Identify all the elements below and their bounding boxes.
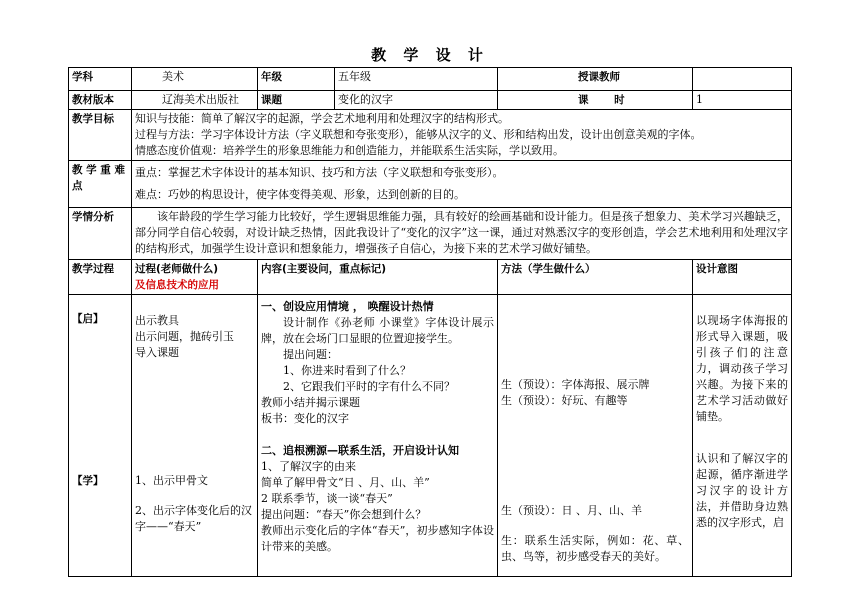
analysis-content: 该年龄段的学生学习能力比较好，学生逻辑思维能力强，具有较好的绘画基础和设计能力。但是孩子想象力、美术学习兴趣缺乏，部分同学自信心较弱，对设计缺乏热情，因此我设计了“变化的汉字”这一课，通过对熟悉汉字的变形创造，学会艺术地利用和处理汉字的结构形式，加强学生设计意识和想象能力，增强孩子自信心，为接下来的艺术学习做好铺垫。 xyxy=(132,208,792,260)
process-col-teacher xyxy=(132,260,258,295)
stage-label-xue: 【学】 xyxy=(72,475,104,487)
teacher-value xyxy=(693,68,792,91)
content-qi-6: 板书：变化的汉字 xyxy=(261,412,349,425)
intent-xue: 认识和了解汉字的起源，循序渐进学习汉字的设计方法，并借助身边熟悉的汉字形式，启 xyxy=(696,452,788,529)
lesson-content xyxy=(258,295,498,577)
goal-knowledge: 知识与技能：简单了解汉字的起源，学会艺术地利用和处理汉字的结构形式。 xyxy=(135,112,509,125)
teacher-label: 授课教师 xyxy=(498,68,693,91)
keypoints-label: 教 学 重 难 点 xyxy=(69,161,132,208)
keypoint-focus: 重点：掌握艺术字体设计的基本知识、技巧和方法（字义联想和夸张变形）。 xyxy=(135,166,504,179)
content-qi-2: 提出问题： xyxy=(283,348,338,361)
student-xue-2: 生：联系生活实际，例如：花、草、虫、鸟等，初步感受春天的美好。 xyxy=(501,534,689,563)
goals-row xyxy=(69,110,792,161)
lesson-plan-table xyxy=(68,67,792,577)
keypoint-difficulty: 难点：巧妙的构思设计，使字体变得美观、形象，达到创新的目的。 xyxy=(135,188,465,201)
student-xue-1: 生（预设）：日 、月、山、羊 xyxy=(501,504,642,517)
student-qi-1: 生（预设）：字体海报、展示牌 xyxy=(501,378,650,391)
spacer xyxy=(261,427,494,443)
stage-label-qi: 【启】 xyxy=(72,313,104,325)
teacher-xue-1: 1、出示甲骨文 xyxy=(135,474,208,487)
period-label: 课 时 xyxy=(498,91,693,110)
period-value: 1 xyxy=(693,91,792,110)
goal-attitude: 情感态度价值观：培养学生的形象思维能力和创造能力，并能联系生活实际，学以致用。 xyxy=(135,144,564,157)
content-xue-5: 教师出示变化后的字体“春天”，初步感知字体设计带来的美感。 xyxy=(261,524,494,553)
goals-content xyxy=(132,110,792,161)
student-qi-2: 生（预设）：好玩、有趣等 xyxy=(501,394,628,407)
process-col-stage: 教学过程 xyxy=(69,260,132,295)
analysis-row xyxy=(69,208,792,260)
content-qi-3: 1、你进来时看到了什么？ xyxy=(283,364,411,377)
content-xue-3: 2 联系季节，谈一谈“春天” xyxy=(261,492,393,505)
goals-label: 教学目标 xyxy=(69,110,132,161)
process-col-teacher-line1: 过程(老师做什么) xyxy=(135,263,219,275)
analysis-label: 学情分析 xyxy=(69,208,132,260)
goal-process: 过程与方法：学习字体设计方法（字义联想和夸张变形），能够从汉字的义、形和结构出发，设计出创意美观的字体。 xyxy=(135,128,702,141)
section-title-xue: 二、追根溯源—联系生活，开启设计认知 xyxy=(261,444,459,457)
content-xue-2: 简单了解甲骨文“日 、月、山、羊” xyxy=(261,476,430,489)
edition-label: 教材版本 xyxy=(69,91,132,110)
keypoints-content xyxy=(132,161,792,208)
teacher-qi-3: 导入课题 xyxy=(135,346,179,359)
topic-value: 变化的汉字 xyxy=(335,91,498,110)
process-col-intent: 设计意图 xyxy=(693,260,792,295)
intent-qi: 以现场字体海报的形式导入课题，吸引孩子们的注意力，调动孩子学习兴趣。为接下来的艺术学习活动做好铺垫。 xyxy=(696,314,788,423)
edition-value: 辽海美术出版社 xyxy=(132,91,258,110)
process-col-teacher-line2: 及信息技术的应用 xyxy=(135,279,219,291)
teacher-xue-2: 2、出示字体变化后的汉字——“春天” xyxy=(135,504,252,533)
student-methods xyxy=(498,295,693,577)
document-title: 教 学 设 计 xyxy=(371,46,489,64)
process-header-row xyxy=(69,260,792,295)
subject-value: 美术 xyxy=(132,68,258,91)
process-col-content: 内容(主要设问，重点标记) xyxy=(258,260,498,295)
subject-label: 学科 xyxy=(69,68,132,91)
grade-value: 五年级 xyxy=(335,68,498,91)
keypoints-row xyxy=(69,161,792,208)
content-qi-5: 教师小结并揭示课题 xyxy=(261,396,360,409)
content-xue-4: 提出问题：“春天”你会想到什么？ xyxy=(261,508,427,521)
teacher-qi-1: 出示教具 xyxy=(135,314,179,327)
topic-label: 课题 xyxy=(258,91,335,110)
section-title-qi: 一、创设应用情境 ， 唤醒设计热情 xyxy=(261,300,434,313)
teacher-actions xyxy=(132,295,258,577)
design-intent xyxy=(693,295,792,577)
header-row-2 xyxy=(69,91,792,110)
teacher-qi-2: 出示问题，抛砖引玉 xyxy=(135,330,234,343)
content-qi-1: 设计制作《孙老师 小课堂》字体设计展示牌，放在会场门口显眼的位置迎接学生。 xyxy=(261,316,494,345)
process-main-row xyxy=(69,295,792,577)
process-col-method: 方法（学生做什么） xyxy=(498,260,693,295)
content-xue-1: 1、了解汉字的由来 xyxy=(261,460,356,473)
header-row-1 xyxy=(69,68,792,91)
grade-label: 年级 xyxy=(258,68,335,91)
content-qi-4: 2、它跟我们平时的字有什么不同？ xyxy=(283,380,455,393)
stage-labels xyxy=(69,295,132,577)
